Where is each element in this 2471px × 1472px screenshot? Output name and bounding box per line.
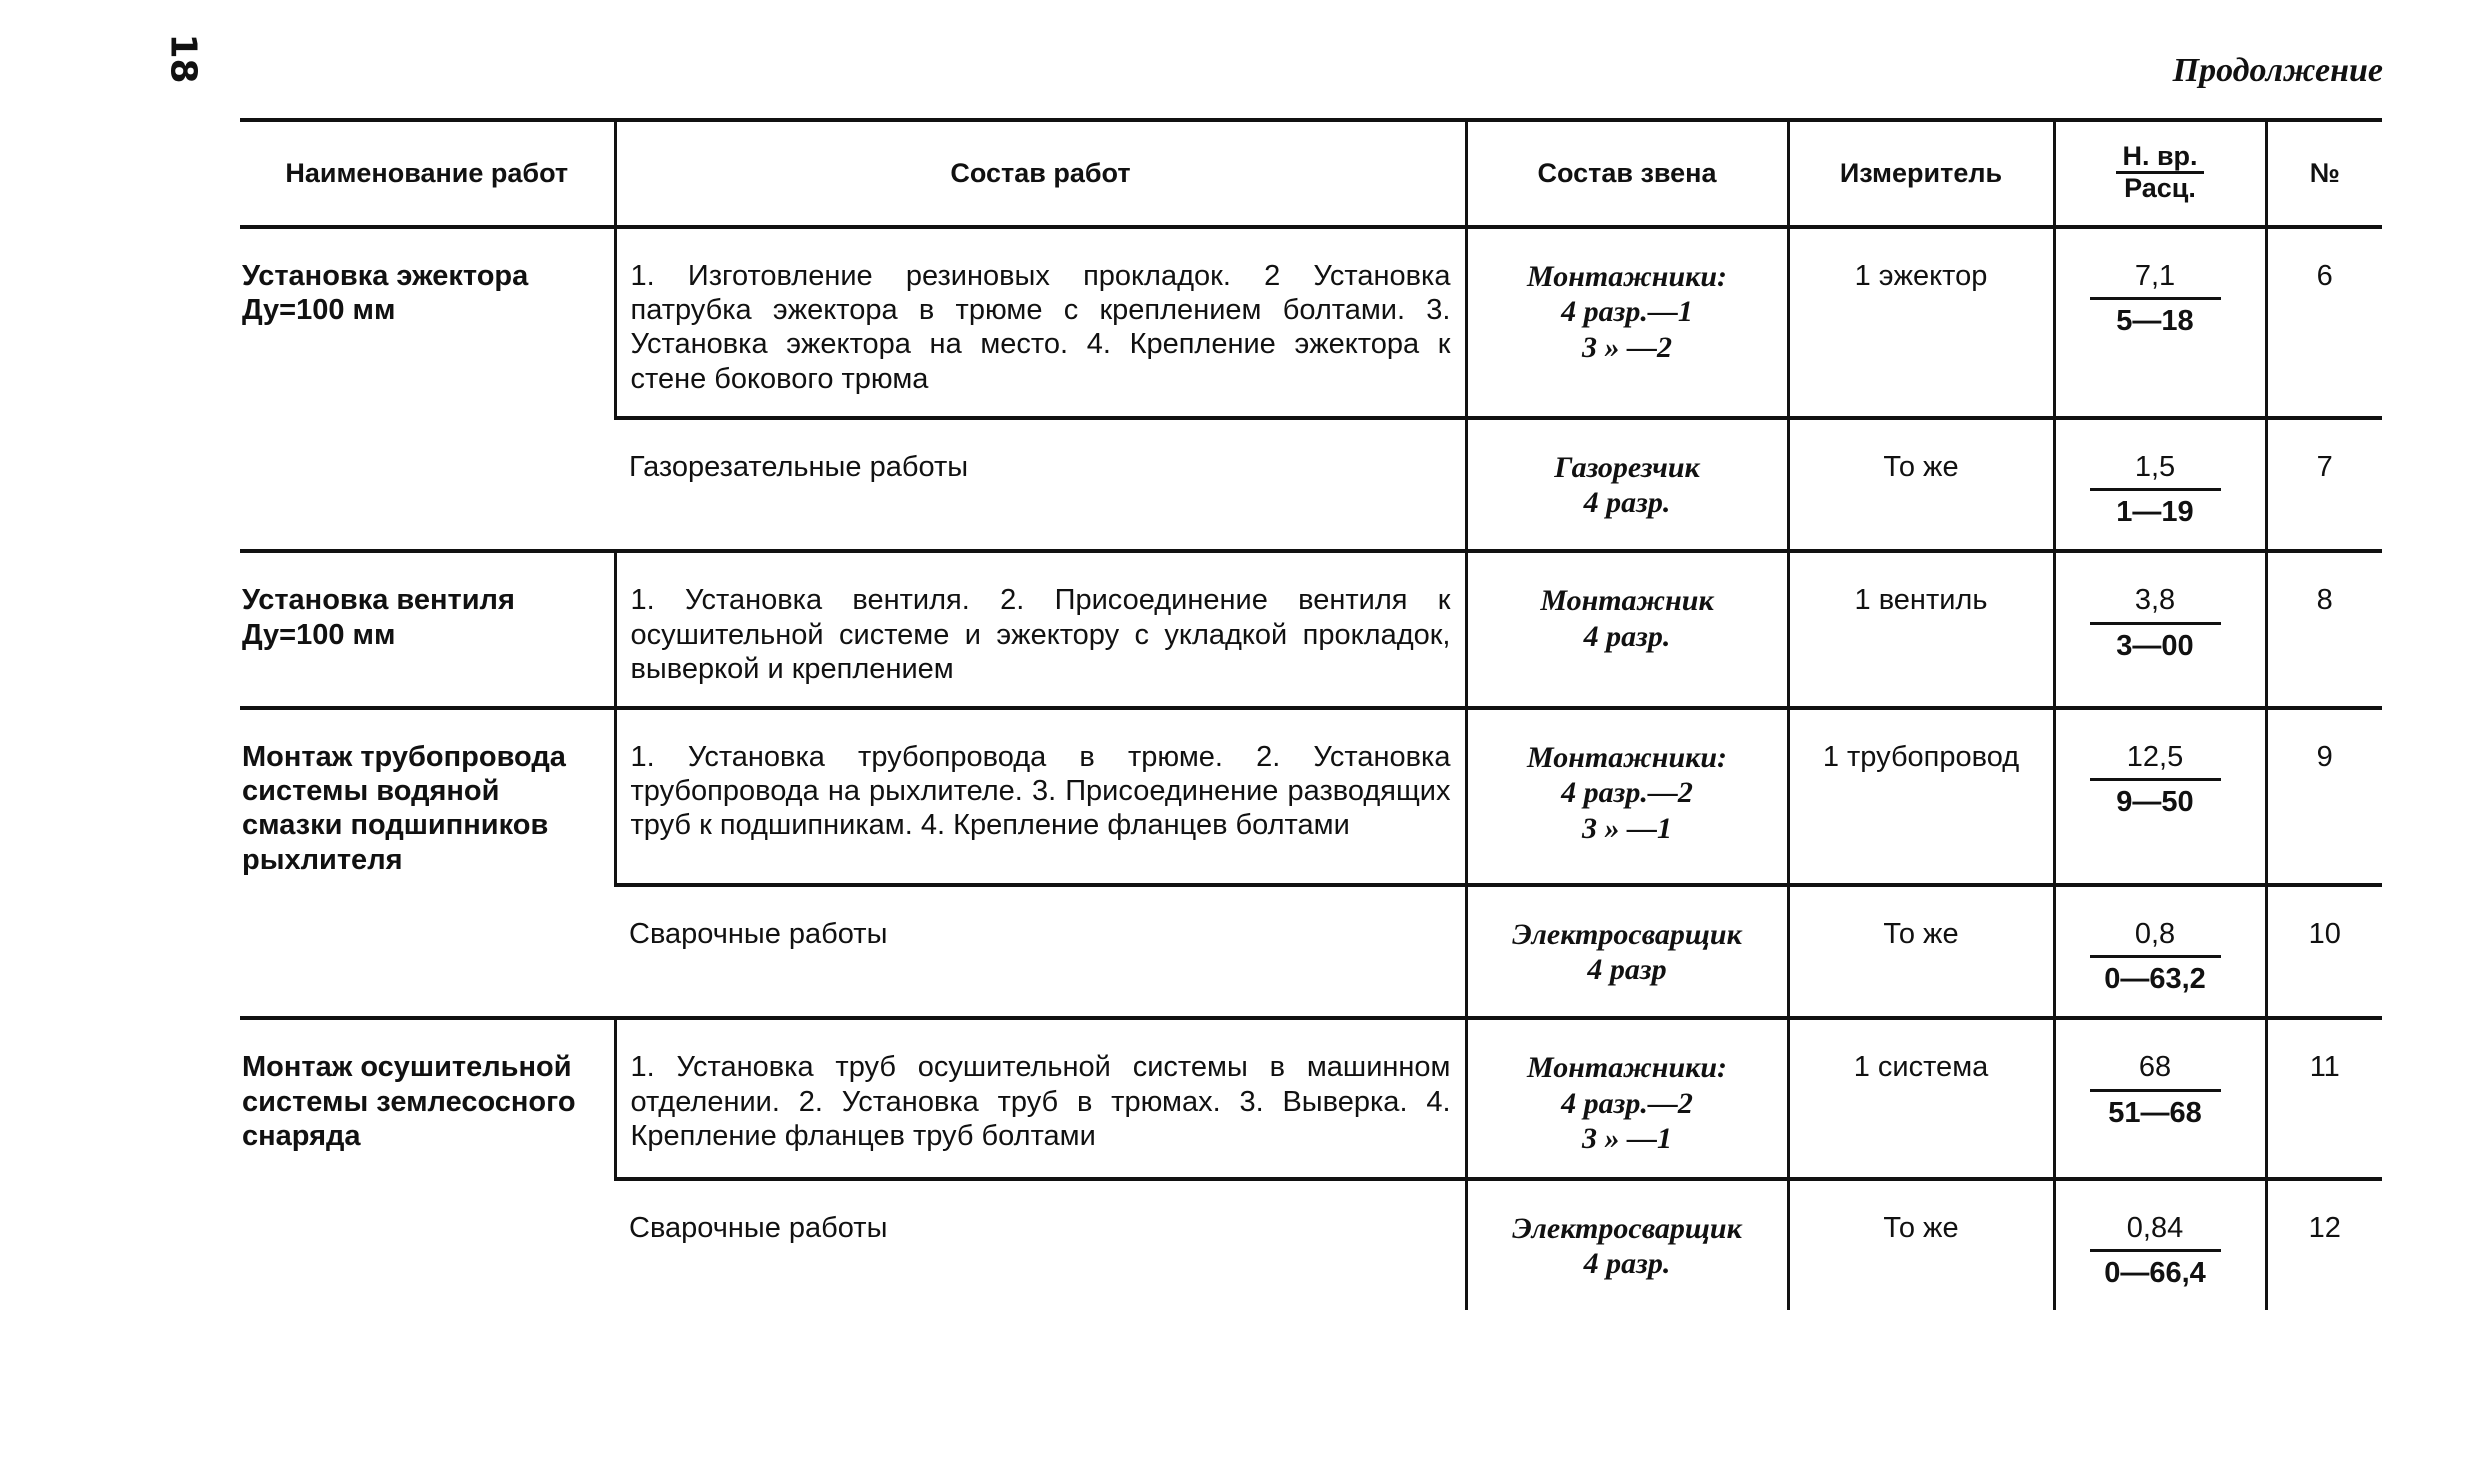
page-number: 18 [162, 33, 204, 84]
work-name: Установка вентиля Ду=100 мм [240, 551, 615, 708]
rate: 1—19 [2116, 496, 2194, 529]
crew-composition [1466, 708, 1788, 885]
norm-rate [2054, 1179, 2266, 1310]
unit: То же [1788, 418, 2054, 551]
norm-rate [2054, 708, 2266, 885]
crew-composition [1466, 418, 1788, 551]
unit: То же [1788, 1179, 2054, 1310]
work-composition: Сварочные работы [615, 885, 1466, 1018]
crew-line: Монтажник [1540, 584, 1714, 618]
header-crew: Состав звена [1466, 120, 1788, 227]
work-composition: 1. Изготовление резиновых прокладок. 2 Установка патрубка эжектора в трюме с креплением болтами. 3. Установка эжектора на место. 4. Крепление эжектора к стене бокового трюма [615, 227, 1466, 418]
crew-line: 4 разр. [1583, 1246, 1671, 1280]
crew-composition [1466, 1179, 1788, 1310]
row-number: 8 [2266, 551, 2382, 708]
row-number: 11 [2266, 1018, 2382, 1178]
rate: 3—00 [2116, 629, 2194, 662]
norm-time: 0,8 [2090, 917, 2221, 958]
row-number: 12 [2266, 1179, 2382, 1310]
rate: 0—63,2 [2104, 963, 2206, 996]
row-number: 9 [2266, 708, 2382, 885]
crew-line: Монтажники: [1526, 740, 1728, 774]
unit: 1 эжектор [1788, 227, 2054, 418]
work-composition: 1. Установка трубопровода в трюме. 2. Установка трубопровода на рыхлителе. 3. Присоединение разводящих труб к подшипникам. 4. Крепление фланцев болтами [615, 708, 1466, 885]
crew-line: 3 » —2 [1582, 330, 1672, 364]
norm-time: 7,1 [2090, 259, 2221, 300]
work-composition: 1. Установка вентиля. 2. Присоединение вентиля к осушительной системе и эжектору с укладкой прокладок, выверкой и креплением [615, 551, 1466, 708]
crew-line: 4 разр.—2 [1561, 1086, 1693, 1120]
norms-table [240, 118, 2382, 1310]
crew-line: 3 » —1 [1582, 1122, 1672, 1156]
crew-composition [1466, 1018, 1788, 1178]
crew-line: Монтажники: [1526, 1051, 1728, 1085]
work-name: Монтаж трубопровода системы водяной смазки подшипников рыхлителя [240, 708, 615, 1018]
header-rate: Расц. [2124, 172, 2196, 203]
unit: 1 вентиль [1788, 551, 2054, 708]
row-number: 10 [2266, 885, 2382, 1018]
continuation-label: Продолжение [2172, 52, 2383, 89]
crew-composition [1466, 885, 1788, 1018]
norm-time: 1,5 [2090, 450, 2221, 491]
norm-rate [2054, 1018, 2266, 1178]
rate: 9—50 [2116, 786, 2194, 819]
unit: То же [1788, 885, 2054, 1018]
table-row [240, 1018, 2382, 1178]
crew-line: Газорезчик [1554, 450, 1700, 484]
norm-rate [2054, 418, 2266, 551]
crew-composition [1466, 227, 1788, 418]
norm-time: 68 [2090, 1050, 2221, 1091]
row-number: 7 [2266, 418, 2382, 551]
work-composition: 1. Установка труб осушительной системы в машинном отделении. 2. Установка труб в трюмах. 3. Выверка. 4. Крепление фланцев труб болтами [615, 1018, 1466, 1178]
norm-time: 12,5 [2090, 740, 2221, 781]
header-composition: Состав работ [615, 120, 1466, 227]
unit: 1 трубопровод [1788, 708, 2054, 885]
norm-rate [2054, 551, 2266, 708]
work-name: Установка эжектора Ду=100 мм [240, 227, 615, 551]
work-composition: Сварочные работы [615, 1179, 1466, 1310]
norm-time: 3,8 [2090, 583, 2221, 624]
header-row [240, 120, 2382, 227]
header-number: № [2266, 120, 2382, 227]
crew-line: 4 разр. [1583, 486, 1671, 520]
crew-line: 4 разр.—1 [1561, 295, 1693, 329]
rate: 0—66,4 [2104, 1256, 2206, 1289]
table-row [240, 551, 2382, 708]
row-number: 6 [2266, 227, 2382, 418]
header-name: Наименование работ [240, 120, 615, 227]
crew-line: 4 разр.—2 [1561, 776, 1693, 810]
norm-rate [2054, 885, 2266, 1018]
rate: 51—68 [2108, 1096, 2202, 1129]
norm-rate [2054, 227, 2266, 418]
header-norm-time: Н. вр. [2116, 142, 2203, 173]
header-unit: Измеритель [1788, 120, 2054, 227]
crew-line: 4 разр. [1583, 619, 1671, 653]
work-composition: Газорезательные работы [615, 418, 1466, 551]
crew-composition [1466, 551, 1788, 708]
table-row [240, 227, 2382, 418]
header-norm [2054, 120, 2266, 227]
crew-line: 3 » —1 [1582, 811, 1672, 845]
table-row [240, 708, 2382, 885]
norm-time: 0,84 [2090, 1211, 2221, 1252]
crew-line: Монтажники: [1526, 260, 1728, 293]
unit: 1 система [1788, 1018, 2054, 1178]
crew-line: 4 разр [1587, 953, 1667, 987]
crew-line: Электросварщик [1512, 1211, 1742, 1245]
work-name: Монтаж осушительной системы землесосного снаряда [240, 1018, 615, 1310]
crew-line: Электросварщик [1512, 917, 1742, 951]
rate: 5—18 [2116, 305, 2194, 338]
